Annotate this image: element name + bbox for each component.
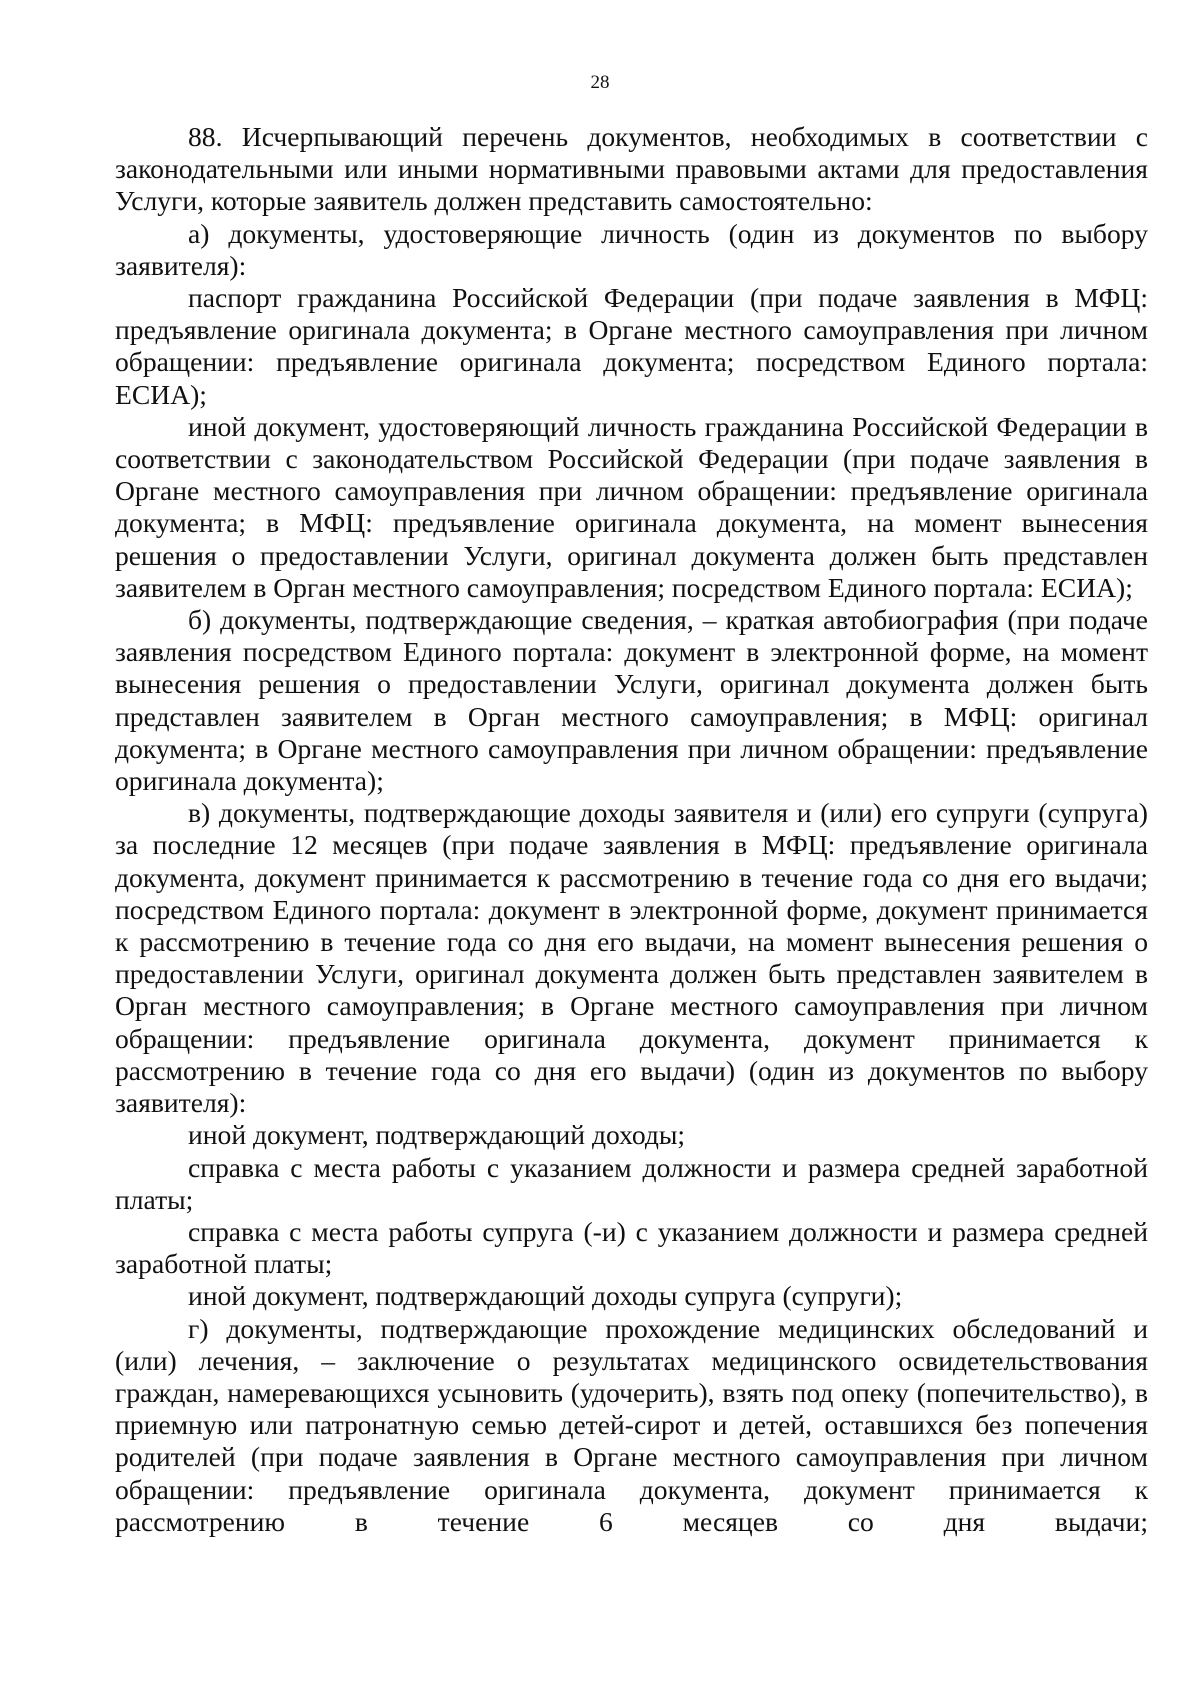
paragraph-item-a: а) документы, удостоверяющие личность (один из документов по выбору заявителя): — [115, 217, 1148, 281]
paragraph-item-v: в) документы, подтверждающие доходы заявителя и (или) его супруги (супруга) за последние 12 месяцев (при подаче заявления в МФЦ: предъявление оригинала документа, документ принимается к рассмотрению в течение года со дня его выдачи; посредством Единого портала: документ в электронной форме, документ принимается к рассмотрению в течение года со дня его выдачи, на момент вынесения решения о предоставлении Услуги, оригинал документа должен быть представлен заявителем в Орган местного самоуправления; в Органе местного самоуправления при личном обращении: предъявление оригинала документа, документ принимается к рассмотрению в течение года со дня его выдачи) (один из документов по выбору заявителя): — [115, 797, 1148, 1119]
paragraph-work-certificate: справка с места работы с указанием должности и размера средней заработной платы; — [115, 1151, 1148, 1215]
paragraph-88-intro: 88. Исчерпывающий перечень документов, необходимых в соответствии с законодательными или иными нормативными правовыми актами для предоставления Услуги, которые заявитель должен представить самостоятельно: — [115, 121, 1148, 217]
paragraph-item-b: б) документы, подтверждающие сведения, – краткая автобиография (при подаче заявления посредством Единого портала: документ в электронной форме, на момент вынесения решения о предоставлении Услуги, оригинал документа должен быть представлен заявителем в Орган местного самоуправления; в МФЦ: оригинал документа; в Органе местного самоуправления при личном обращении: предъявление оригинала документа); — [115, 604, 1148, 797]
paragraph-spouse-income-document: иной документ, подтверждающий доходы супруга (супруги); — [188, 1280, 903, 1312]
paragraph-other-income-document: иной документ, подтверждающий доходы; — [188, 1119, 686, 1151]
paragraph-spouse-work-certificate: справка с места работы супруга (-и) с указанием должности и размера средней заработной платы; — [115, 1215, 1148, 1280]
paragraph-other-id-document: иной документ, удостоверяющий личность гражданина Российской Федерации в соответствии с законодательством Российской Федерации (при подаче заявления в Органе местного самоуправления при личном обращении: предъявление оригинала документа; в МФЦ: предъявление оригинала документа, на момент вынесения решения о предоставлении Услуги, оригинал документа должен быть представлен заявителем в Орган местного самоуправления; посредством Единого портала: ЕСИА); — [115, 410, 1148, 603]
page-number: 28 — [590, 72, 610, 93]
paragraph-passport: паспорт гражданина Российской Федерации (при подаче заявления в МФЦ: предъявление оригинала документа; в Органе местного самоуправления при личном обращении: предъявление оригинала документа; посредством Единого портала: ЕСИА); — [115, 282, 1148, 410]
paragraph-item-g: г) документы, подтверждающие прохождение медицинских обследований и (или) лечения, – заключение о результатах медицинского освидетельствования граждан, намеревающихся усыновить (удочерить), взять под опеку (попечительство), в приемную или патронатную семью детей-сирот и детей, оставшихся без попечения родителей (при подаче заявления в Органе местного самоуправления при личном обращении: предъявление оригинала документа, документ принимается к рассмотрению в течение 6 месяцев со дня выдачи; — [115, 1312, 1148, 1537]
document-body — [115, 121, 1148, 1538]
